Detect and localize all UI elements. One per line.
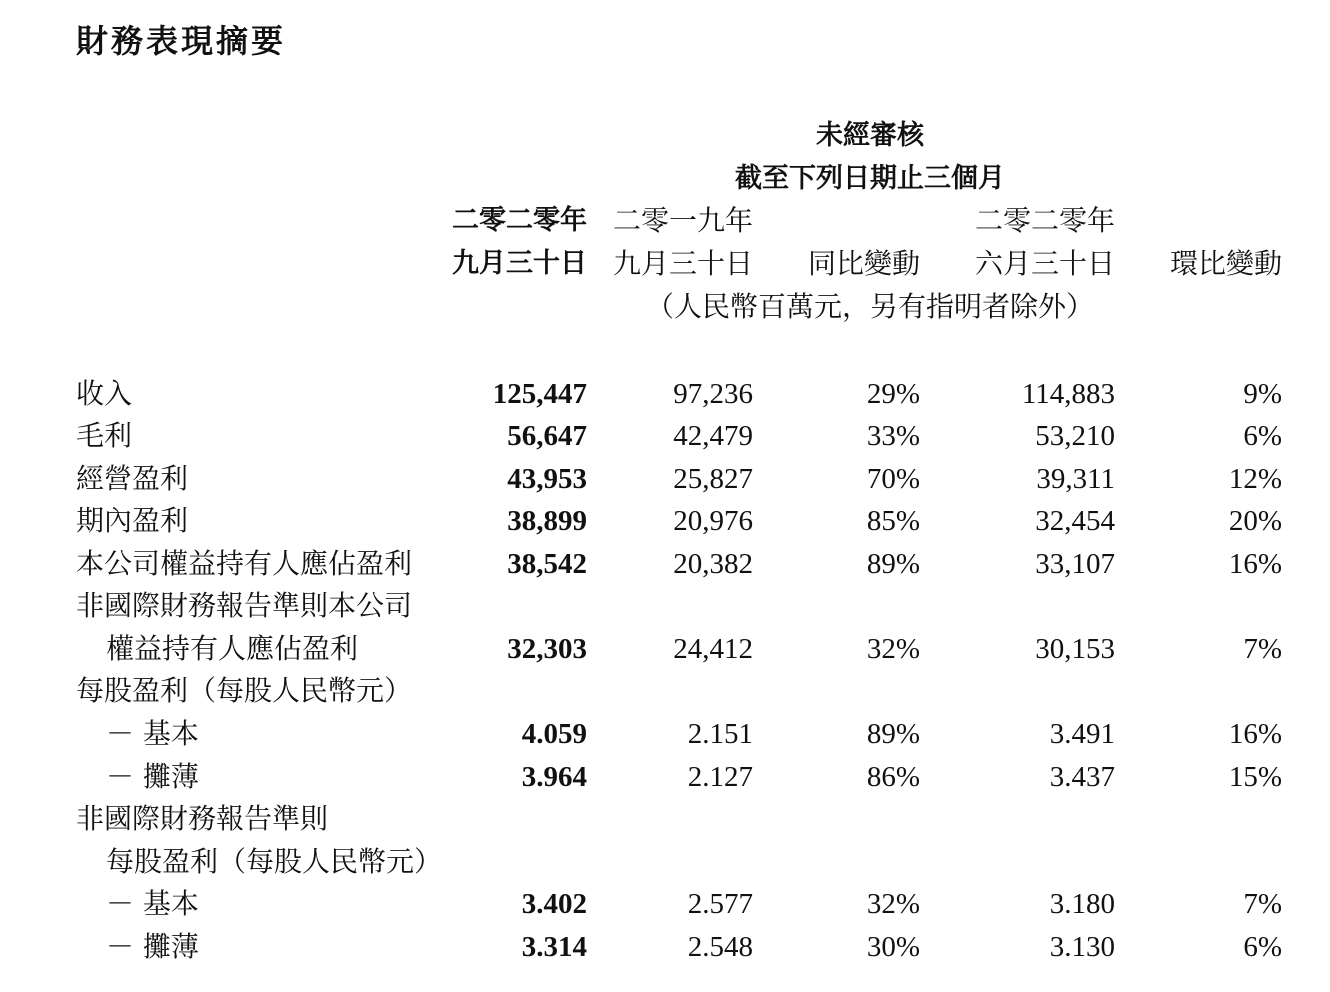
row-label-eps-diluted: － 攤薄	[106, 760, 199, 793]
table-cell: 39,311	[1036, 463, 1115, 495]
table-cell: 32%	[866, 633, 920, 665]
table-cell: 43,953	[507, 463, 587, 495]
table-cell: 89%	[866, 718, 920, 750]
table-cell: 2.127	[687, 761, 753, 793]
table-cell: 3.402	[521, 888, 587, 920]
table-cell: 42,479	[673, 420, 753, 452]
table-cell: 24,412	[673, 633, 753, 665]
table-cell: 89%	[866, 548, 920, 580]
table-cell: 33,107	[1035, 548, 1115, 580]
row-label-operating-profit: 經營盈利	[76, 462, 189, 495]
table-cell: 30,153	[1035, 633, 1115, 665]
table-cell: 2.548	[687, 931, 753, 963]
table-cell: 16%	[1228, 548, 1282, 580]
table-cell: 7%	[1243, 888, 1282, 920]
table-cell: 20,976	[673, 505, 753, 537]
table-cell: 125,447	[492, 378, 587, 410]
col4-year-header: 二零二零年	[974, 204, 1115, 237]
row-label-nonifrs-heading: 非國際財務報告準則本公司	[76, 589, 413, 622]
table-cell: 2.577	[687, 888, 753, 920]
col2-date-header: 九月三十日	[612, 247, 753, 280]
table-cell: 56,647	[507, 420, 587, 452]
table-cell: 16%	[1228, 718, 1282, 750]
table-cell: 86%	[866, 761, 920, 793]
table-cell: 70%	[866, 463, 920, 495]
row-label-nonifrs-eps-basic: － 基本	[106, 887, 199, 920]
table-cell: 20%	[1228, 505, 1282, 537]
row-label-gross-profit: 毛利	[76, 419, 133, 452]
table-cell: 20,382	[673, 548, 753, 580]
table-cell: 6%	[1243, 931, 1282, 963]
row-label-nonifrs-eps-heading: 非國際財務報告準則	[76, 802, 329, 835]
row-label-revenue: 收入	[76, 377, 133, 410]
row-label-nonifrs-eps-subheading: 每股盈利（每股人民幣元）	[106, 845, 443, 878]
table-cell: 32,303	[507, 633, 587, 665]
table-cell: 114,883	[1021, 378, 1115, 410]
units-note: （人民幣百萬元，另有指明者除外）	[645, 290, 1094, 323]
table-cell: 85%	[866, 505, 920, 537]
table-cell: 3.130	[1049, 931, 1115, 963]
table-cell: 3.491	[1049, 718, 1115, 750]
table-cell: 12%	[1228, 463, 1282, 495]
row-label-eps-heading: 每股盈利（每股人民幣元）	[76, 674, 413, 707]
page-title: 財務表現摘要	[76, 22, 287, 60]
table-cell: 7%	[1243, 633, 1282, 665]
table-cell: 6%	[1243, 420, 1282, 452]
table-cell: 38,899	[507, 505, 587, 537]
col4-date-header: 六月三十日	[974, 247, 1115, 280]
row-label-period-profit: 期內盈利	[76, 504, 189, 537]
table-cell: 3.314	[521, 931, 587, 963]
col1-date-header: 九月三十日	[452, 248, 587, 279]
table-cell: 25,827	[673, 463, 753, 495]
row-label-nonifrs-attributable-profit: 權益持有人應佔盈利	[106, 632, 359, 665]
row-label-nonifrs-eps-diluted: － 攤薄	[106, 930, 199, 963]
col5-qoq-header: 環比變動	[1169, 247, 1282, 280]
header-period: 截至下列日期止三個月	[735, 163, 1005, 194]
table-cell: 15%	[1228, 761, 1282, 793]
table-cell: 32%	[866, 888, 920, 920]
table-cell: 33%	[866, 420, 920, 452]
table-cell: 29%	[866, 378, 920, 410]
col1-year-header: 二零二零年	[452, 205, 587, 236]
table-cell: 32,454	[1035, 505, 1115, 537]
table-cell: 3.964	[521, 761, 587, 793]
table-cell: 3.437	[1049, 761, 1115, 793]
table-cell: 97,236	[673, 378, 753, 410]
col3-yoy-header: 同比變動	[807, 247, 920, 280]
row-label-attributable-profit: 本公司權益持有人應佔盈利	[76, 547, 413, 580]
table-cell: 53,210	[1035, 420, 1115, 452]
table-cell: 4.059	[521, 718, 587, 750]
header-unaudited: 未經審核	[816, 120, 924, 151]
row-label-eps-basic: － 基本	[106, 717, 199, 750]
table-cell: 9%	[1243, 378, 1282, 410]
col2-year-header: 二零一九年	[612, 204, 753, 237]
table-cell: 2.151	[687, 718, 753, 750]
table-cell: 30%	[866, 931, 920, 963]
table-cell: 38,542	[507, 548, 587, 580]
table-cell: 3.180	[1049, 888, 1115, 920]
